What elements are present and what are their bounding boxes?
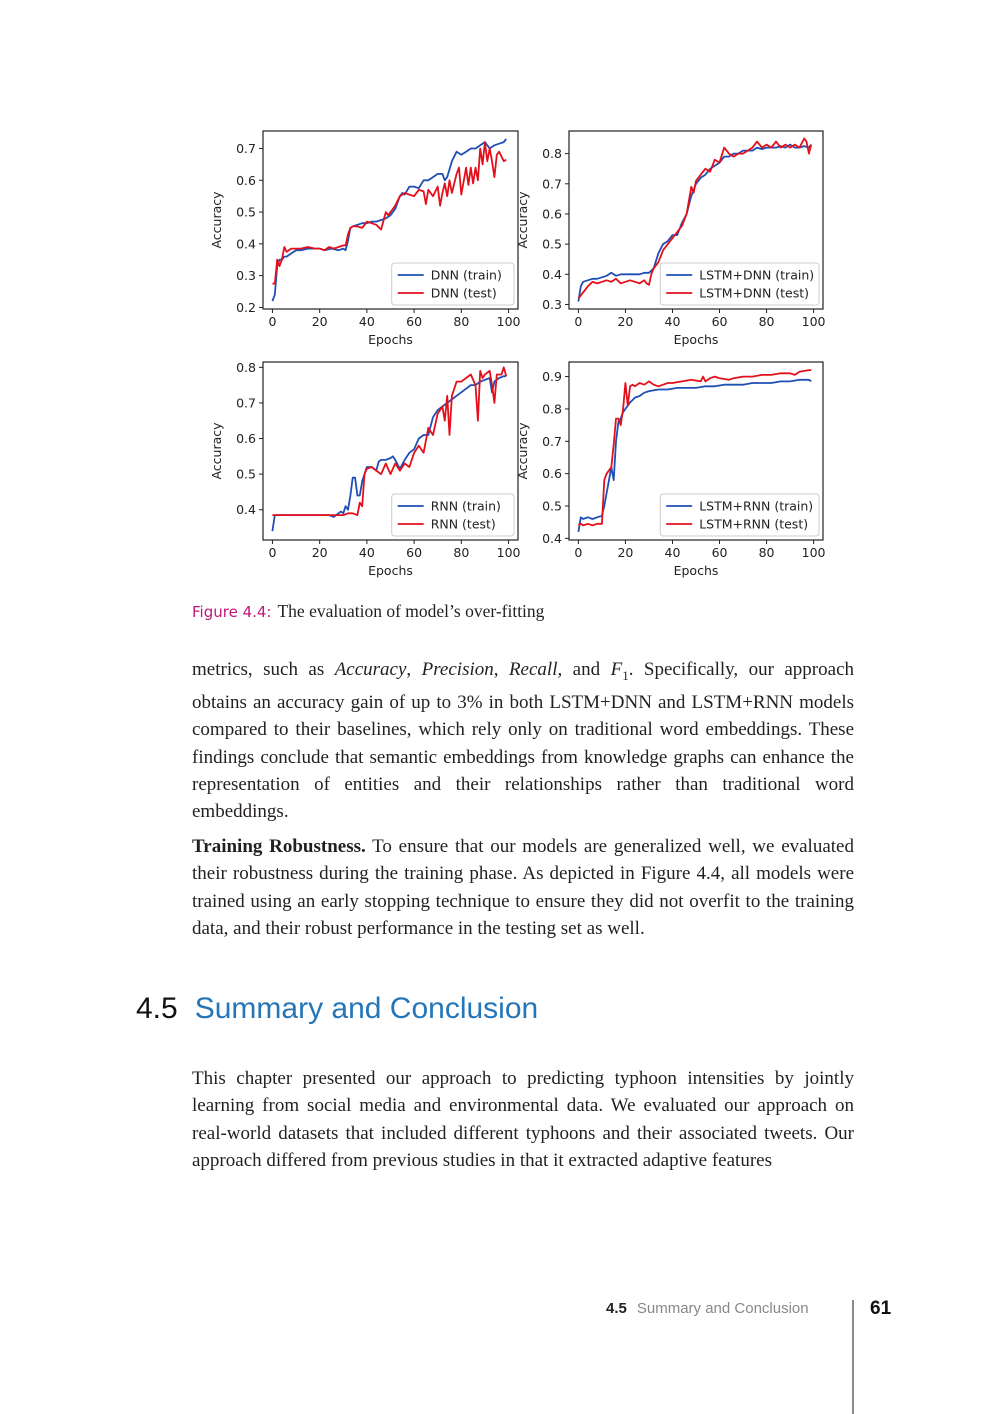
chart-rnn [205, 356, 528, 594]
y-tick-label: 0.4 [542, 530, 562, 546]
y-tick-label: 0.6 [236, 172, 256, 188]
x-tick-label: 100 [496, 314, 521, 329]
text: . Specifically, our approach obtains an accuracy gain of up to 3% in both LSTM+DNN and LSTM+RNN models compared to their baselines, which rely only on traditional word embeddings. These findings conclude that semantic embeddings from knowledge graphs can enhance the representation of entities and their relationships rather than traditional word embeddings. [192, 659, 855, 823]
footer-section-title: Summary and Conclusion [636, 1300, 809, 1317]
paragraph-heading: Training Robustness. [192, 836, 366, 857]
x-tick-label: 0 [574, 545, 583, 560]
term-f1: F [610, 659, 623, 680]
x-tick-label: 20 [617, 545, 634, 560]
x-axis-label: Epochs [673, 332, 719, 347]
x-tick-label: 20 [311, 545, 328, 560]
y-tick-label: 0.5 [236, 204, 256, 220]
x-tick-label: 60 [406, 545, 423, 560]
y-tick-label: 0.8 [236, 359, 256, 375]
legend [392, 494, 514, 536]
y-tick-label: 0.3 [236, 268, 256, 284]
x-axis-label: Epochs [368, 563, 413, 578]
y-tick-label: 0.7 [542, 433, 562, 449]
y-axis-label: Accuracy [209, 422, 224, 480]
text: To ensure that our models are generalized well, we evaluated their robustness during the training phase. As depicted in Figure 4.4, all models were trained using an early stopping technique to ensure they did not overfit to the training data, and their robust performance in the testing set as well. [192, 836, 854, 939]
series-line [272, 367, 506, 515]
section-number: 4.5 [136, 992, 178, 1025]
x-tick-label: 80 [758, 545, 775, 560]
x-tick-label: 80 [453, 314, 470, 329]
text: , and [557, 659, 611, 680]
legend [392, 263, 514, 305]
x-tick-label: 40 [664, 314, 681, 329]
y-tick-label: 0.4 [236, 502, 256, 518]
x-tick-label: 60 [406, 314, 423, 329]
x-tick-label: 0 [574, 314, 583, 329]
legend-label: LSTM+RNN (train) [699, 498, 814, 514]
section-title: Summary and Conclusion [194, 992, 539, 1025]
y-axis-label: Accuracy [515, 191, 530, 249]
term-precision: Precision [421, 659, 494, 680]
legend [660, 494, 819, 536]
footer-divider [852, 1300, 854, 1414]
y-tick-label: 0.3 [542, 296, 562, 312]
legend-label: LSTM+DNN (train) [699, 267, 815, 283]
legend-label: DNN (train) [430, 267, 502, 283]
x-tick-label: 100 [801, 545, 826, 560]
y-tick-label: 0.8 [542, 146, 562, 162]
chart-svg [205, 125, 528, 359]
text: , [493, 659, 509, 680]
figure-caption [192, 601, 544, 622]
x-tick-label: 40 [358, 545, 375, 560]
text: metrics, such as [192, 659, 335, 680]
y-tick-label: 0.5 [236, 466, 256, 482]
x-tick-label: 20 [617, 314, 634, 329]
y-tick-label: 0.6 [542, 466, 562, 482]
figure-label: Figure 4.4: [192, 603, 272, 621]
x-tick-label: 40 [664, 545, 681, 560]
y-tick-label: 0.8 [542, 401, 562, 417]
y-tick-label: 0.7 [236, 395, 256, 411]
x-tick-label: 0 [268, 314, 277, 329]
y-tick-label: 0.4 [542, 266, 562, 282]
paragraph-metrics [192, 656, 854, 826]
x-tick-label: 100 [496, 545, 521, 560]
term-accuracy: Accuracy [334, 659, 407, 680]
subscript: 1 [622, 667, 629, 683]
y-tick-label: 0.5 [542, 498, 562, 514]
y-tick-label: 0.7 [542, 176, 562, 192]
chart-lstm-rnn [510, 356, 833, 594]
chart-lstm-dnn [510, 125, 833, 363]
section-heading [136, 992, 538, 1026]
x-tick-label: 60 [711, 314, 728, 329]
figure-caption-text: The evaluation of model’s over-fitting [277, 601, 545, 621]
x-tick-label: 80 [758, 314, 775, 329]
x-axis-label: Epochs [673, 563, 719, 578]
paragraph-summary: This chapter presented our approach to predicting typhoon intensities by jointly learning from social media and environmental data. We evaluated our approach on real-world datasets that included different typhoons and their associated tweets. Our approach differed from previous studies in that it extracted adaptive features [192, 1068, 854, 1171]
running-footer [606, 1300, 809, 1317]
chart-svg [510, 125, 833, 359]
footer-section-number: 4.5 [606, 1300, 627, 1317]
legend-label: DNN (test) [430, 285, 497, 301]
legend-label: RNN (train) [430, 498, 501, 514]
y-tick-label: 0.7 [236, 140, 256, 156]
x-tick-label: 60 [711, 545, 728, 560]
legend-label: RNN (test) [430, 516, 496, 532]
y-tick-label: 0.9 [542, 369, 562, 385]
chart-dnn [205, 125, 528, 363]
x-tick-label: 80 [453, 545, 470, 560]
series-line [272, 142, 506, 284]
chart-svg [205, 356, 528, 590]
y-tick-label: 0.6 [236, 431, 256, 447]
x-axis-label: Epochs [368, 332, 413, 347]
text: , [406, 659, 422, 680]
x-tick-label: 100 [801, 314, 826, 329]
y-axis-label: Accuracy [209, 191, 224, 249]
x-tick-label: 20 [311, 314, 328, 329]
y-tick-label: 0.6 [542, 206, 562, 222]
y-tick-label: 0.2 [236, 299, 256, 315]
x-tick-label: 0 [268, 545, 277, 560]
page-number: 61 [870, 1298, 892, 1319]
x-tick-label: 40 [358, 314, 375, 329]
paragraph-training-robustness [192, 833, 854, 942]
y-tick-label: 0.4 [236, 236, 256, 252]
legend-label: LSTM+RNN (test) [699, 516, 809, 532]
y-axis-label: Accuracy [515, 422, 530, 480]
legend [660, 263, 819, 305]
term-recall: Recall [508, 659, 558, 680]
legend-label: LSTM+DNN (test) [699, 285, 810, 301]
y-tick-label: 0.5 [542, 236, 562, 252]
chart-svg [510, 356, 833, 590]
